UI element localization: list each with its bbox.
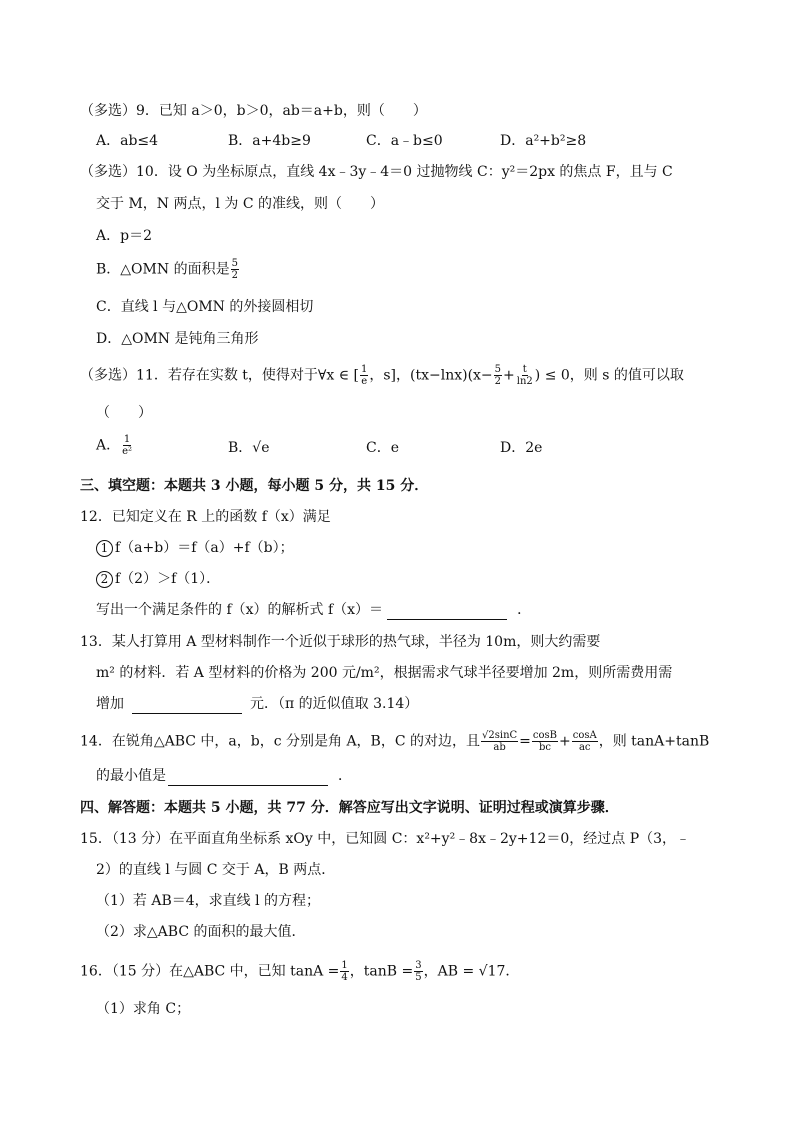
q11-option-b: B．√e xyxy=(228,440,270,456)
q14-line-2 xyxy=(96,766,352,786)
q11-option-a xyxy=(96,434,134,457)
q12-condition-1 xyxy=(96,538,294,558)
q15-line-2: 2）的直线 l 与圆 C 交于 A，B 两点． xyxy=(96,862,336,878)
q11-stem-a: 若存在实数 t，使得对于∀x ∈ [ xyxy=(167,367,359,384)
q15-line-1: 15．（13 分）在平面直角坐标系 xOy 中，已知圆 C：x²+y²﹣8x﹣2y+12＝0，经过点 P（3，﹣ xyxy=(80,831,691,847)
q14-fraction-1 xyxy=(481,730,518,753)
q10-tag: （多选）10． xyxy=(80,164,168,180)
fraction-numerator: 1 xyxy=(360,364,368,375)
q13-line-3 xyxy=(96,694,418,714)
q13-answer-blank[interactable] xyxy=(132,697,242,714)
q14-line-1 xyxy=(80,730,709,753)
q11-stem-d: ) ≤ 0，则 s 的值可以取 xyxy=(534,367,684,384)
q12-line-4 xyxy=(96,600,531,620)
q11-stem-c: + xyxy=(503,367,515,384)
q11-option-a-fraction xyxy=(121,434,133,457)
question-11 xyxy=(80,364,684,387)
question-9 xyxy=(80,101,427,121)
q14-fraction-3 xyxy=(572,730,598,753)
q9-option-c: C．a﹣b≤0 xyxy=(366,133,443,149)
q9-option-a: A．ab≤4 xyxy=(96,133,159,149)
circled-number-1: 1 xyxy=(96,540,113,557)
q12-condition-2 xyxy=(96,569,220,589)
q14-line-1-text: 14．在锐角△ABC 中，a，b，c 分别是角 A，B，C 的对边，且 xyxy=(80,733,481,750)
q16-mid: ，tanB = xyxy=(349,963,414,980)
q16-subquestion-1: （1）求角 C； xyxy=(96,1001,191,1017)
q10-option-b-text: B．△OMN 的面积是 xyxy=(96,261,230,278)
q10-option-b xyxy=(96,258,240,281)
q12-line-1: 12．已知定义在 R 上的函数 f（x）满足 xyxy=(80,509,331,525)
fraction-denominator: 2 xyxy=(494,376,502,387)
q10-option-a: A．p＝2 xyxy=(96,228,152,244)
q14-equals: = xyxy=(519,733,531,750)
q10-stem-2: 交于 M，N 两点，l 为 C 的准线，则（ ） xyxy=(96,196,385,212)
circled-number-2: 2 xyxy=(96,571,113,588)
fraction-numerator: 5 xyxy=(494,364,502,375)
q11-stem-b: ，s]，(tx−lnx)(x− xyxy=(369,367,493,384)
q12-line-4-text: 写出一个满足条件的 f（x）的解析式 f（x）＝ xyxy=(96,602,384,618)
section-3-heading: 三、填空题：本题共 3 小题，每小题 5 分，共 15 分． xyxy=(80,478,429,494)
fraction-numerator: 1 xyxy=(341,960,348,971)
fraction-numerator: 5 xyxy=(231,258,238,269)
q13-line-3-text: 增加 xyxy=(96,696,124,712)
q9-stem: 已知 a＞0，b＞0，ab＝a+b，则（ ） xyxy=(158,103,427,119)
q14-line-1-end: ，则 tanA+tanB xyxy=(598,733,710,750)
q14-answer-blank[interactable] xyxy=(168,769,328,786)
q12-line-4-end: ． xyxy=(517,602,532,618)
q10-stem-1: 设 O 为坐标原点，直线 4x﹣3y﹣4＝0 过抛物线 C：y²＝2px 的焦点 F，且与 C xyxy=(167,164,673,180)
q10-option-b-fraction xyxy=(231,258,239,281)
q14-line-2-end: ． xyxy=(338,768,352,784)
q16-line-1-text: 16．（15 分）在△ABC 中，已知 tanA = xyxy=(80,963,340,980)
q13-line-3-end: 元．（π 的近似值取 3.14） xyxy=(250,696,419,712)
fraction-denominator: ac xyxy=(578,742,591,753)
fraction-denominator: 5 xyxy=(415,972,422,983)
fraction-denominator: e² xyxy=(122,446,133,457)
q12-answer-blank[interactable] xyxy=(387,603,507,620)
q10-option-d: D．△OMN 是钝角三角形 xyxy=(96,331,259,347)
fraction-numerator: cosA xyxy=(572,730,597,741)
q16-line-1-end: ，AB = √17． xyxy=(423,963,520,980)
fraction-numerator: √2sinC xyxy=(482,730,518,741)
q12-condition-1-text: f（a+b）＝f（a）+f（b）； xyxy=(115,540,294,556)
fraction-denominator: e xyxy=(361,376,368,387)
q11-option-a-label: A． xyxy=(96,437,121,454)
q13-line-1: 13．某人打算用 A 型材料制作一个近似于球形的热气球，半径为 10m，则大约需要 xyxy=(80,634,601,650)
question-10 xyxy=(80,162,673,182)
q13-line-2: m² 的材料．若 A 型材料的价格为 200 元/m²，根据需求气球半径要增加 2m，则所需费用需 xyxy=(96,665,673,681)
q15-subquestion-2: （2）求△ABC 的面积的最大值． xyxy=(96,924,306,940)
q15-subquestion-1: （1）若 AB＝4，求直线 l 的方程； xyxy=(96,893,321,909)
q10-option-c: C．直线 l 与△OMN 的外接圆相切 xyxy=(96,299,314,315)
fraction-denominator: 2 xyxy=(231,270,238,281)
fraction-numerator: 3 xyxy=(415,960,422,971)
q14-fraction-2 xyxy=(532,730,558,753)
fraction-numerator: t xyxy=(522,364,527,375)
q14-line-2-text: 的最小值是 xyxy=(96,768,166,784)
q11-fraction-2 xyxy=(494,364,502,387)
q12-condition-2-text: f（2）＞f（1）． xyxy=(115,571,221,587)
fraction-denominator: ln2 xyxy=(516,376,533,387)
q14-plus: + xyxy=(559,733,571,750)
q11-tag: （多选）11． xyxy=(80,367,168,384)
q16-fraction-1 xyxy=(340,960,348,983)
fraction-numerator: 1 xyxy=(123,434,131,445)
q9-tag: （多选）9． xyxy=(80,103,159,119)
q11-fraction-3 xyxy=(516,364,534,387)
fraction-denominator: 4 xyxy=(341,972,348,983)
q11-fraction-1 xyxy=(360,364,368,387)
fraction-denominator: bc xyxy=(538,742,551,753)
q11-option-d: D．2e xyxy=(500,440,543,456)
fraction-denominator: ab xyxy=(493,742,506,753)
section-4-heading: 四、解答题：本题共 5 小题，共 77 分．解答应写出文字说明、证明过程或演算步骤． xyxy=(80,800,619,816)
fraction-numerator: cosB xyxy=(532,730,558,741)
q11-answer-paren: （ ） xyxy=(96,405,152,421)
q16-fraction-2 xyxy=(414,960,422,983)
q9-option-d: D．a²+b²≥8 xyxy=(500,133,587,149)
q11-option-c: C．e xyxy=(366,440,399,456)
q16-line-1 xyxy=(80,960,519,983)
q9-option-b: B．a+4b≥9 xyxy=(228,133,311,149)
